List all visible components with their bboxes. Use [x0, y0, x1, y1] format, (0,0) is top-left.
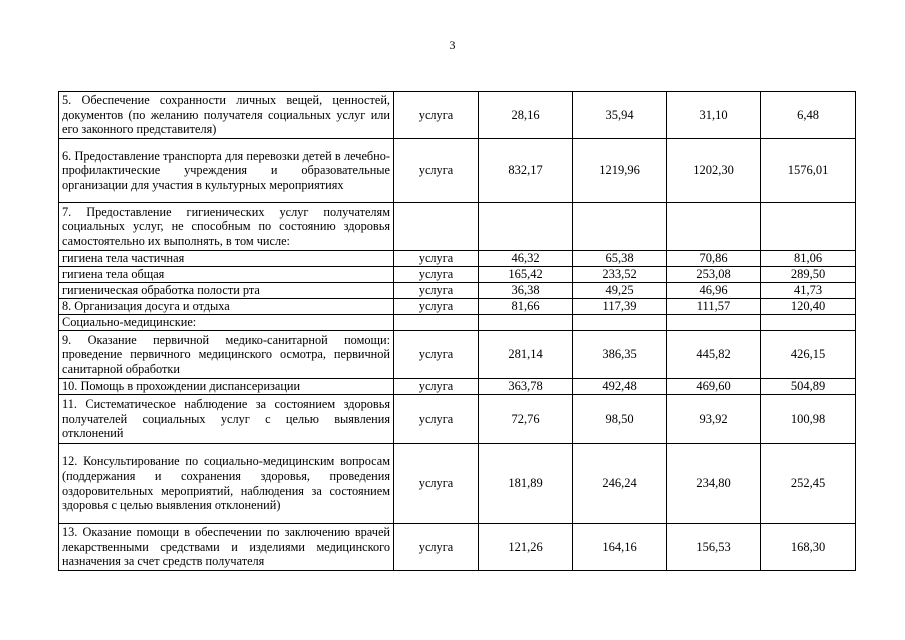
page-number: 3: [449, 38, 456, 52]
table-row: [59, 92, 856, 139]
service-name-cell: 6. Предоставление транспорта для перевозки детей в лечебно-профилактические учреждения и образовательные организации для участия в культурных мероприятиях: [59, 139, 394, 203]
unit-cell: [394, 315, 479, 331]
table-row: [59, 315, 856, 331]
value-cell: 72,76: [479, 395, 573, 444]
value-cell: 252,45: [761, 444, 856, 524]
value-cell: 165,42: [479, 267, 573, 283]
value-cell: 289,50: [761, 267, 856, 283]
table-row: [59, 331, 856, 379]
section-heading-cell: Социально-медицинские:: [59, 315, 394, 331]
value-cell: 120,40: [761, 299, 856, 315]
value-cell: 832,17: [479, 139, 573, 203]
value-cell: 386,35: [573, 331, 667, 379]
value-cell: 6,48: [761, 92, 856, 139]
unit-cell: услуга: [394, 251, 479, 267]
table-row: [59, 251, 856, 267]
unit-cell: услуга: [394, 524, 479, 571]
value-cell: 253,08: [667, 267, 761, 283]
table-row: [59, 139, 856, 203]
value-cell: 49,25: [573, 283, 667, 299]
table-row: [59, 444, 856, 524]
service-name-cell: гигиена тела частичная: [59, 251, 394, 267]
unit-cell: услуга: [394, 379, 479, 395]
value-cell: 426,15: [761, 331, 856, 379]
unit-cell: услуга: [394, 267, 479, 283]
value-cell: 36,38: [479, 283, 573, 299]
value-cell: 46,32: [479, 251, 573, 267]
unit-cell: услуга: [394, 299, 479, 315]
value-cell: 35,94: [573, 92, 667, 139]
value-cell: 41,73: [761, 283, 856, 299]
value-cell: 93,92: [667, 395, 761, 444]
value-cell: 445,82: [667, 331, 761, 379]
unit-cell: услуга: [394, 139, 479, 203]
value-cell: 363,78: [479, 379, 573, 395]
value-cell: 164,16: [573, 524, 667, 571]
service-name-cell: 9. Оказание первичной медико-санитарной помощи: проведение первичного медицинского осмотра, первичной санитарной обработки: [59, 331, 394, 379]
service-name-cell: гигиена тела общая: [59, 267, 394, 283]
value-cell: 81,66: [479, 299, 573, 315]
value-cell: 111,57: [667, 299, 761, 315]
table-row: [59, 299, 856, 315]
service-name-cell: 8. Организация досуга и отдыха: [59, 299, 394, 315]
table-row: [59, 524, 856, 571]
table-row: [59, 203, 856, 251]
service-name-cell: гигиеническая обработка полости рта: [59, 283, 394, 299]
value-cell: 281,14: [479, 331, 573, 379]
table-row: [59, 395, 856, 444]
value-cell: [667, 315, 761, 331]
value-cell: 181,89: [479, 444, 573, 524]
value-cell: 156,53: [667, 524, 761, 571]
unit-cell: услуга: [394, 331, 479, 379]
value-cell: 492,48: [573, 379, 667, 395]
value-cell: 98,50: [573, 395, 667, 444]
service-name-cell: 11. Систематическое наблюдение за состоянием здоровья получателей социальных услуг с целью выявления отклонений: [59, 395, 394, 444]
value-cell: 81,06: [761, 251, 856, 267]
unit-cell: [394, 203, 479, 251]
value-cell: [479, 203, 573, 251]
table-row: [59, 267, 856, 283]
service-name-cell: 13. Оказание помощи в обеспечении по заключению врачей лекарственными средствами и изделиями медицинского назначения за счет средств получателя: [59, 524, 394, 571]
value-cell: 1219,96: [573, 139, 667, 203]
value-cell: [573, 315, 667, 331]
value-cell: [479, 315, 573, 331]
value-cell: 65,38: [573, 251, 667, 267]
value-cell: 46,96: [667, 283, 761, 299]
services-table: [58, 91, 856, 571]
service-name-cell: 5. Обеспечение сохранности личных вещей, ценностей, документов (по желанию получателя социальных услуг или его законного представителя): [59, 92, 394, 139]
service-name-cell: 12. Консультирование по социально-медицинским вопросам (поддержания и сохранения здоровья, проведения оздоровительных мероприятий, наблюдения за состоянием здоровья с целью выявления отклонений): [59, 444, 394, 524]
value-cell: [761, 315, 856, 331]
table-row: [59, 379, 856, 395]
value-cell: 100,98: [761, 395, 856, 444]
value-cell: 234,80: [667, 444, 761, 524]
value-cell: 233,52: [573, 267, 667, 283]
value-cell: [573, 203, 667, 251]
table-row: [59, 283, 856, 299]
value-cell: 168,30: [761, 524, 856, 571]
value-cell: 1202,30: [667, 139, 761, 203]
value-cell: [667, 203, 761, 251]
value-cell: 246,24: [573, 444, 667, 524]
value-cell: 1576,01: [761, 139, 856, 203]
value-cell: 504,89: [761, 379, 856, 395]
service-name-cell: 10. Помощь в прохождении диспансеризации: [59, 379, 394, 395]
service-name-cell: 7. Предоставление гигиенических услуг получателям социальных услуг, не способным по состоянию здоровья самостоятельно их выполнять, в том числе:: [59, 203, 394, 251]
unit-cell: услуга: [394, 444, 479, 524]
value-cell: 121,26: [479, 524, 573, 571]
value-cell: 117,39: [573, 299, 667, 315]
value-cell: [761, 203, 856, 251]
unit-cell: услуга: [394, 283, 479, 299]
value-cell: 469,60: [667, 379, 761, 395]
value-cell: 70,86: [667, 251, 761, 267]
unit-cell: услуга: [394, 92, 479, 139]
value-cell: 31,10: [667, 92, 761, 139]
value-cell: 28,16: [479, 92, 573, 139]
unit-cell: услуга: [394, 395, 479, 444]
